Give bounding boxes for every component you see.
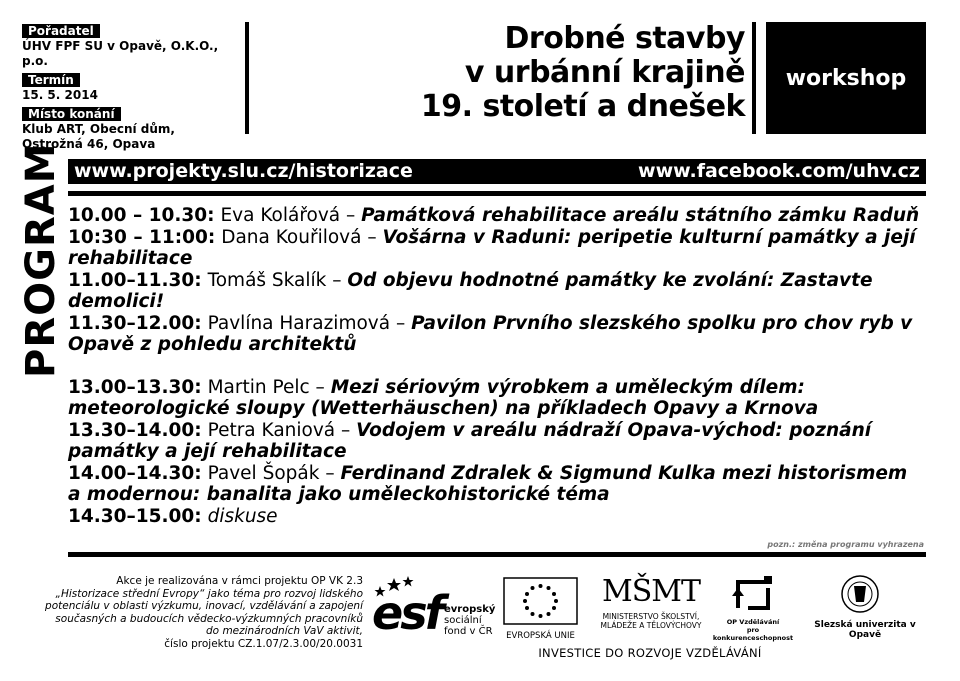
program-entry: 14.30–15.00: diskuse (68, 505, 278, 527)
eu-flag-icon (503, 577, 578, 625)
esf-text-line: fond v ČR (444, 626, 493, 637)
program-heading: PROGRAM (18, 142, 64, 378)
program-entry: 13.00–13.30: Martin Pelc – Mezi sériovým výrobkem a uměleckým dílem: meteorologické sloupy (Wetterhäuschen) na příkladech Opavy a Krnova (68, 376, 819, 419)
program-note: pozn.: změna programu vyhrazena (767, 540, 924, 549)
slu-label: Slezská univerzita v Opavě (814, 620, 916, 640)
funding-line: do mezinárodních VaV aktivit, (206, 625, 363, 637)
program-entry: 14.00–14.30: Pavel Šopák – Ferdinand Zdralek & Sigmund Kulka mezi historismem a modernou: banalita jako uměleckohistorické téma (68, 462, 908, 505)
date-label: Termín (22, 73, 80, 87)
eu-label: EVROPSKÁ UNIE (506, 631, 575, 641)
funding-line: současných a budoucích vědecko-výzkumných pracovníků (55, 612, 363, 625)
title-line-2: v urbánní krajině (464, 55, 745, 90)
investice-slogan: INVESTICE DO ROZVOJE VZDĚLÁVÁNÍ (538, 646, 762, 660)
link-projekty[interactable]: www.projekty.slu.cz/historizace (74, 160, 413, 182)
rule-under-links (68, 191, 926, 196)
organizer-label: Pořadatel (22, 24, 100, 38)
venue-line-2: Ostrožná 46, Opava (22, 137, 156, 151)
rule-bottom (68, 552, 926, 557)
funding-line: potenciálu v oblasti výzkumu, inovací, vzdělávání a zapojení (45, 600, 363, 612)
program-entry: 11.30–12.00: Pavlína Harazimová – Pavilon Prvního slezského spolku pro chov ryb v Opavě z pohledu architektů (68, 312, 913, 355)
slu-logo (800, 574, 930, 640)
workshop-label: workshop (785, 65, 907, 91)
workshop-badge (766, 22, 926, 134)
msmt-logo (592, 572, 710, 642)
links-bar (68, 159, 926, 184)
esf-text-line: evropský (444, 604, 496, 615)
venue-line-1: Klub ART, Obecní dům, (22, 122, 175, 136)
date-value: 15. 5. 2014 (22, 88, 98, 102)
program-entry: 11.00–11.30: Tomáš Skalík – Od objevu hodnotné památky ke zvolání: Zastavte demolici! (68, 269, 873, 312)
op-text-line: pro konkurenceschopnost (712, 626, 794, 642)
msmt-mark: MŠMT (602, 574, 700, 609)
msmt-text-line: MINISTERSTVO ŠKOLSTVÍ, (602, 612, 700, 621)
program-list (68, 205, 926, 527)
funding-line: Akce je realizována v rámci projektu OP VK 2.3 (116, 575, 363, 587)
page-title (300, 22, 745, 124)
funding-statement (18, 575, 363, 650)
op-vk-arrow-icon (712, 574, 794, 614)
program-entry: 13.30–14.00: Petra Kaniová – Vodojem v areálu nádraží Opava-východ: poznání památky a její rehabilitace (68, 419, 872, 462)
funding-line: „Historizace střední Evropy“ jako téma pro rozvoj lidského (55, 587, 363, 600)
eu-logo (503, 577, 578, 641)
slu-seal-icon (800, 574, 930, 616)
afternoon-block (68, 377, 926, 528)
msmt-text-line: MLÁDEŽE A TĚLOVÝCHOVY (600, 621, 702, 630)
funding-line: číslo projektu CZ.1.07/2.3.00/20.0031 (164, 637, 363, 650)
lunch-gap (68, 356, 926, 377)
link-facebook[interactable]: www.facebook.com/uhv.cz (638, 160, 920, 182)
venue-label: Místo konání (22, 107, 121, 121)
title-line-1: Drobné stavby (504, 21, 745, 56)
op-text-line: OP Vzdělávání (726, 618, 780, 626)
esf-text (444, 604, 495, 637)
title-line-3: 19. století a dnešek (420, 89, 745, 124)
program-entry: 10:30 – 11:00: Dana Kouřilová – Vošárna v Raduni: peripetie kulturní památky a její rehabilitace (68, 226, 916, 269)
organizer-value: ÚHV FPF SU v Opavě, O.K.O., p.o. (22, 39, 219, 68)
event-info (22, 20, 237, 152)
morning-block (68, 205, 926, 356)
divider-left (245, 22, 249, 134)
esf-text-line: sociální (444, 615, 482, 626)
op-vk-logo (712, 574, 794, 640)
program-entry: 10.00 – 10.30: Eva Kolářová – Památková rehabilitace areálu státního zámku Raduň (68, 205, 920, 226)
esf-logo (372, 572, 497, 642)
esf-mark: esf (372, 586, 442, 640)
divider-right (752, 22, 756, 134)
